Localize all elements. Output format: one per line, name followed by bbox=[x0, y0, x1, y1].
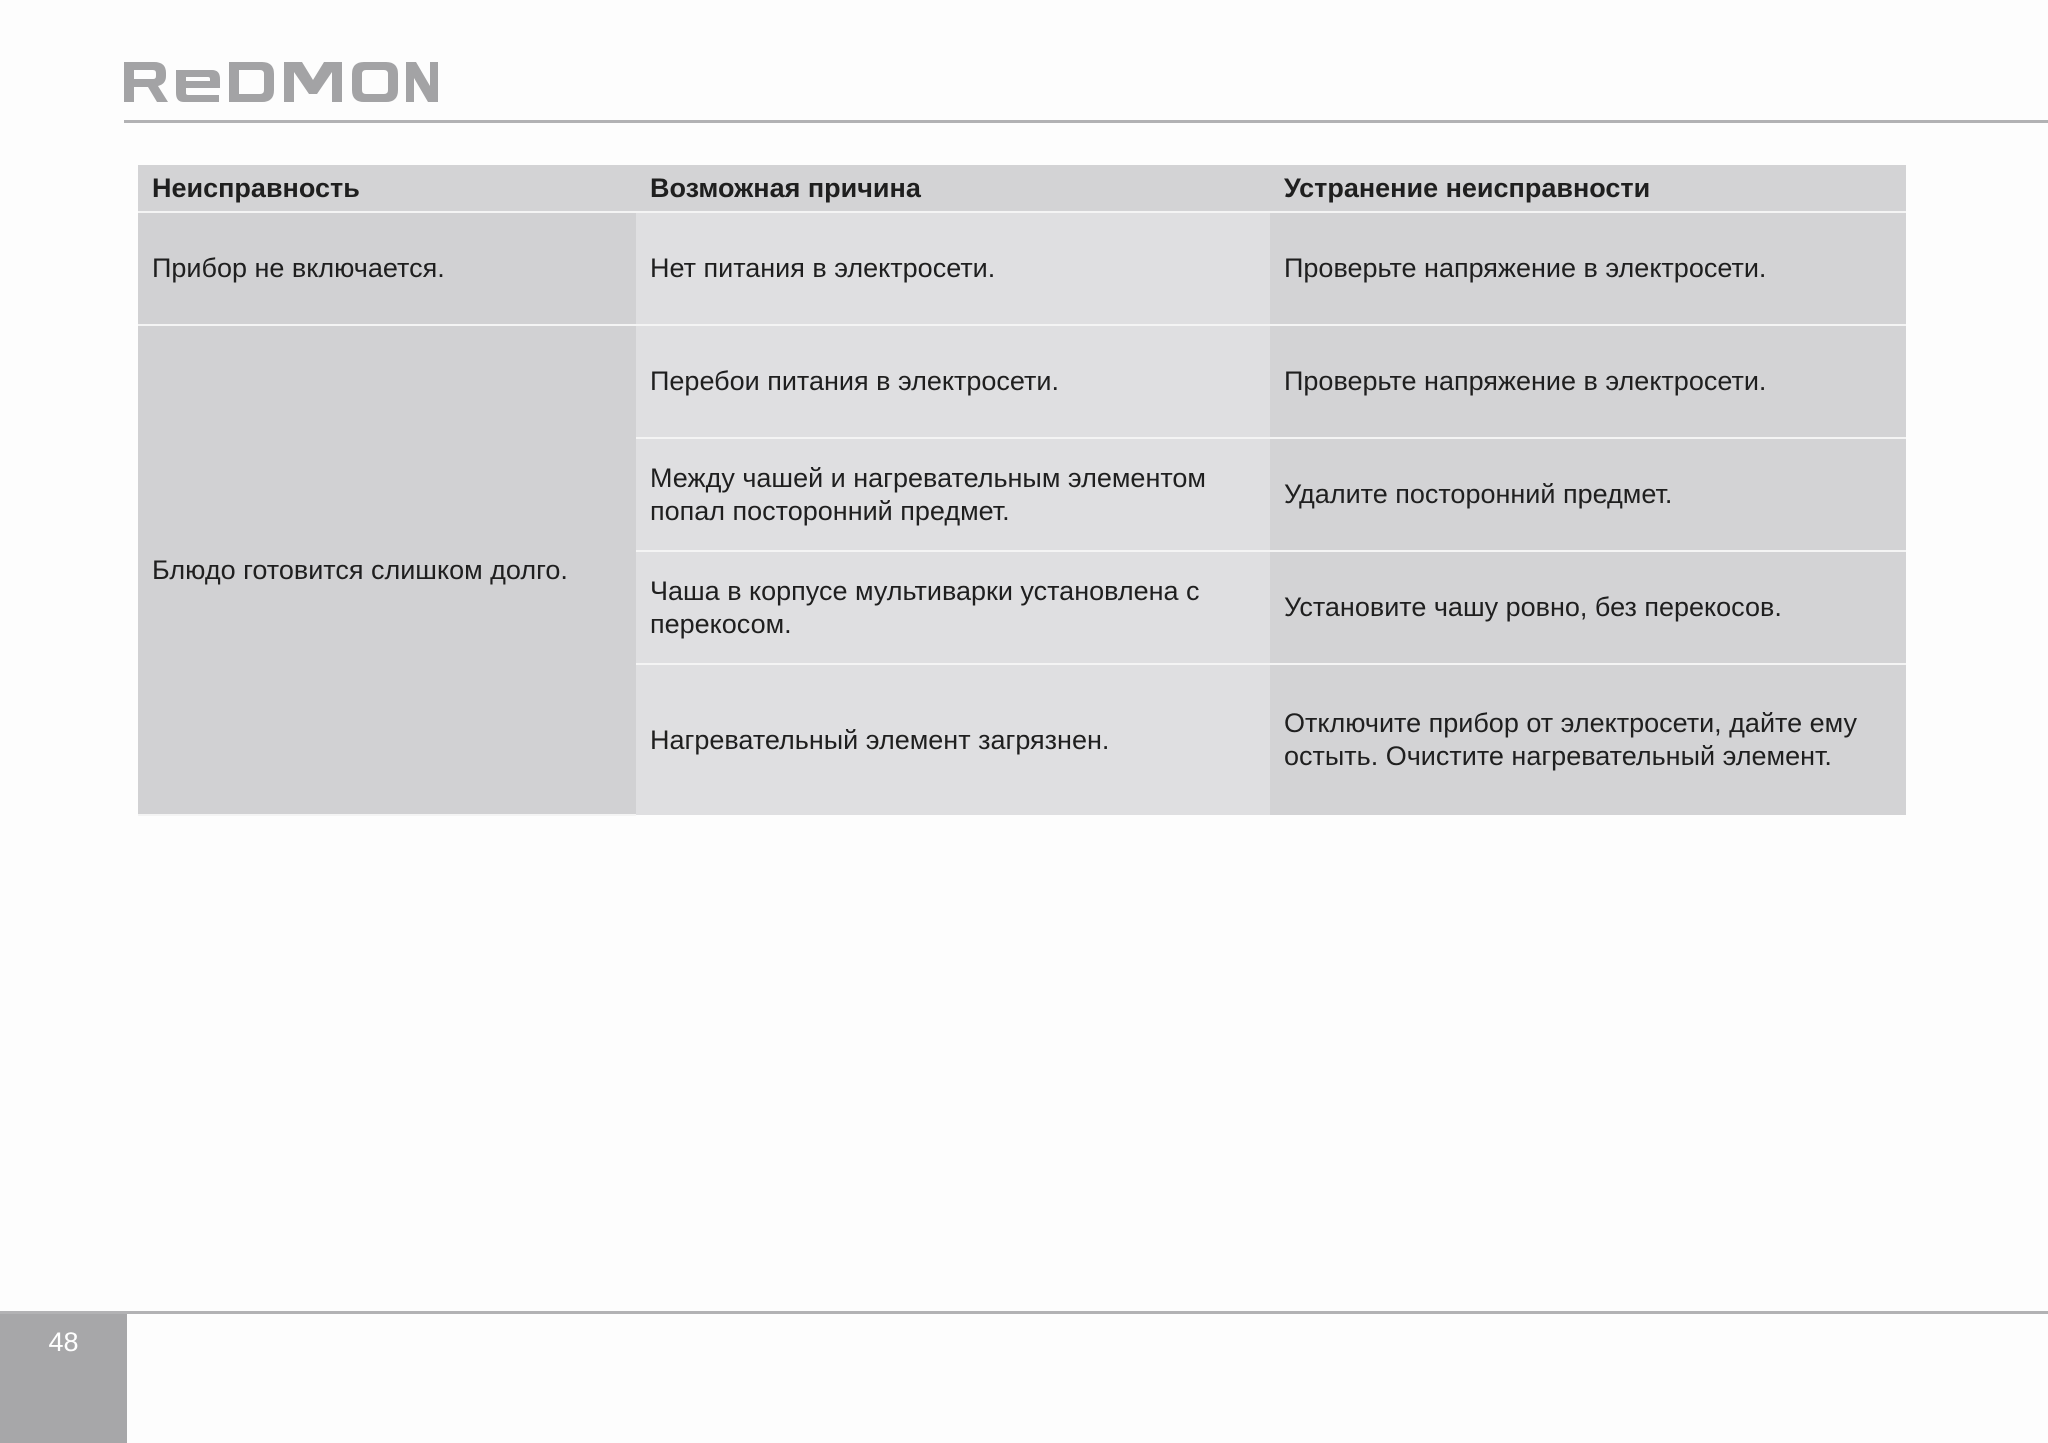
header-fix: Устранение неисправности bbox=[1270, 165, 1906, 212]
header-fault: Неисправность bbox=[138, 165, 636, 212]
cause-cell: Между чашей и нагревательным элементом попал посторонний предмет. bbox=[636, 438, 1270, 551]
cause-cell: Нет питания в электросети. bbox=[636, 212, 1270, 325]
page-number: 48 bbox=[48, 1327, 79, 1357]
footer-divider bbox=[0, 1311, 2048, 1314]
table-header-row bbox=[138, 165, 1906, 212]
table-row bbox=[138, 212, 1906, 325]
cause-cell: Нагревательный элемент загрязнен. bbox=[636, 664, 1270, 815]
fix-cell: Установите чашу ровно, без перекосов. bbox=[1270, 551, 1906, 664]
troubleshooting-table bbox=[138, 165, 1906, 816]
fault-cell: Прибор не включается. bbox=[138, 212, 636, 325]
fix-cell: Проверьте напряжение в электросети. bbox=[1270, 212, 1906, 325]
fix-cell: Удалите посторонний предмет. bbox=[1270, 438, 1906, 551]
cause-cell: Перебои питания в электросети. bbox=[636, 325, 1270, 438]
redmond-logo bbox=[124, 62, 448, 102]
table-row bbox=[138, 325, 1906, 438]
header-cause: Возможная причина bbox=[636, 165, 1270, 212]
fault-cell: Блюдо готовится слишком долго. bbox=[138, 325, 636, 815]
fix-cell: Отключите прибор от электросети, дайте ему остыть. Очистите нагревательный элемент. bbox=[1270, 664, 1906, 815]
header-divider bbox=[124, 120, 2048, 123]
cause-cell: Чаша в корпусе мультиварки установлена с перекосом. bbox=[636, 551, 1270, 664]
fix-cell: Проверьте напряжение в электросети. bbox=[1270, 325, 1906, 438]
